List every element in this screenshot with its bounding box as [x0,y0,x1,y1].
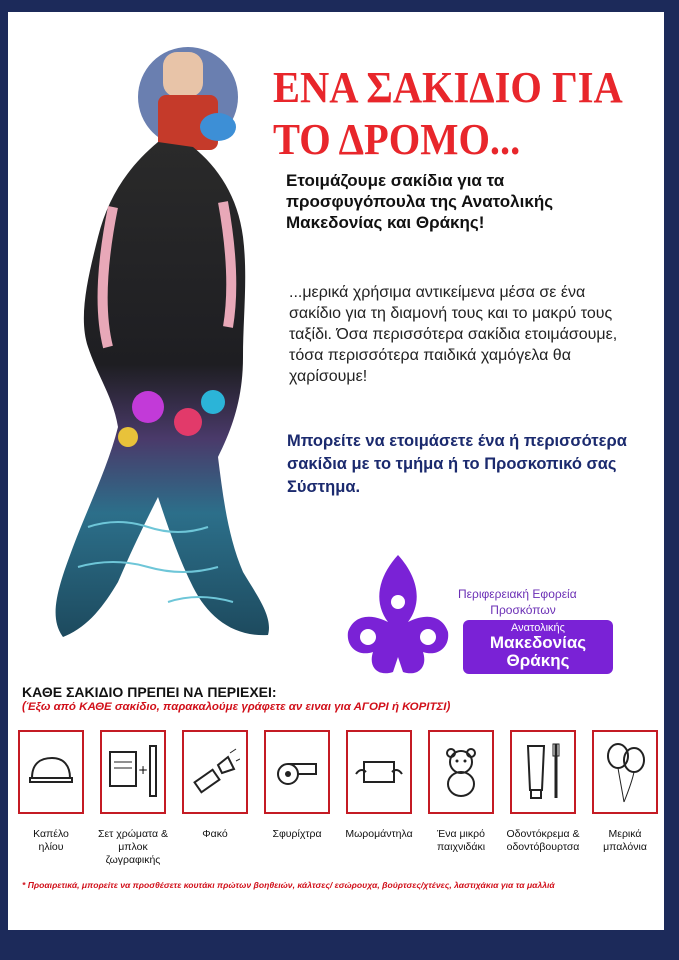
item-toy [420,730,502,854]
item-label: Σφυρίχτρα [272,828,322,840]
cap-icon [18,730,84,814]
item-label: Σετ χρώματα & μπλοκ ζωγραφικής [97,828,169,866]
item-label: Ένα μικρό παιχνιδάκι [436,828,486,853]
logo-banner-3: Θράκης [506,651,570,670]
item-label: Φακό [202,828,228,840]
item-wipes [338,730,420,841]
logo-banner [463,620,613,674]
drawing-set-icon [100,730,166,814]
logo-line-2: Προσκόπων [490,603,556,617]
balloons-icon [592,730,658,814]
logo-banner-2: Μακεδονίας [489,633,587,652]
call-to-action: Μπορείτε να ετοιμάσετε ένα ή περισσότερα σακίδια με το τμήμα ή το Προσκοπικό σας Σύστημα. [287,432,627,496]
poster [8,12,664,930]
item-drawing-set [92,730,174,867]
scouts-logo [338,547,628,682]
logo-banner-1: Ανατολικής [511,622,565,634]
item-toothpaste [502,730,584,854]
title-line-1: ΕΝΑ ΣΑΚΙΔΙΟ ΓΙΑ [273,63,623,112]
teddy-bear-icon [428,730,494,814]
logo-line-1: Περιφερειακή Εφορεία [458,587,577,601]
item-balloons [584,730,664,854]
child-silhouette-image [18,27,283,667]
item-cap [10,730,92,854]
subtitle: Ετοιμάζουμε σακίδια για τα προσφυγόπουλα της Ανατολικής Μακεδονίας και Θράκης! [286,171,554,232]
fleur-de-lis-icon [338,547,458,682]
label-note: (Έξω από ΚΑΘΕ σακίδιο, παρακαλούμε γράφετε αν ειναι για ΑΓΟΡΙ ή ΚΟΡΙΤΣΙ) [22,701,451,713]
footnote: * Προαιρετικά, μπορείτε να προσθέσετε κουτάκι πρώτων βοηθειών, κάλτσες/ εσώρουχα, βούρτσες/χτένες, λαστιχάκια για τα μαλλιά [22,880,555,890]
poster-title [273,62,632,166]
item-label: Μωρομάντηλα [345,828,413,840]
item-label: Μερικά μπαλόνια [603,828,647,853]
wet-wipes-icon [346,730,412,814]
must-contain-heading: ΚΑΘΕ ΣΑΚΙΔΙΟ ΠΡΕΠΕΙ ΝΑ ΠΕΡΙΕΧΕΙ: [22,684,277,700]
items-list [8,730,664,866]
title-line-2: ΤΟ ΔΡΟΜΟ... [273,115,521,164]
toothpaste-icon [510,730,576,814]
item-whistle [256,730,338,841]
flashlight-icon [182,730,248,814]
item-label: Καπέλο ηλίου [33,828,69,853]
whistle-icon [264,730,330,814]
body-text: ...μερικά χρήσιμα αντικείμενα μέσα σε ένα σακίδιο για τη διαμονή τους και το μακρύ τους ταξίδι. Όσα περισσότερα σακίδια ετοιμάσουμε, τόσα περισσότερα παιδικά χαμόγελα θα χαρίσουμε! [289,284,618,385]
item-label: Οδοντόκρεμα & οδοντόβουρτσα [506,828,580,853]
svg-text:+: + [138,763,149,777]
item-flashlight [174,730,256,841]
